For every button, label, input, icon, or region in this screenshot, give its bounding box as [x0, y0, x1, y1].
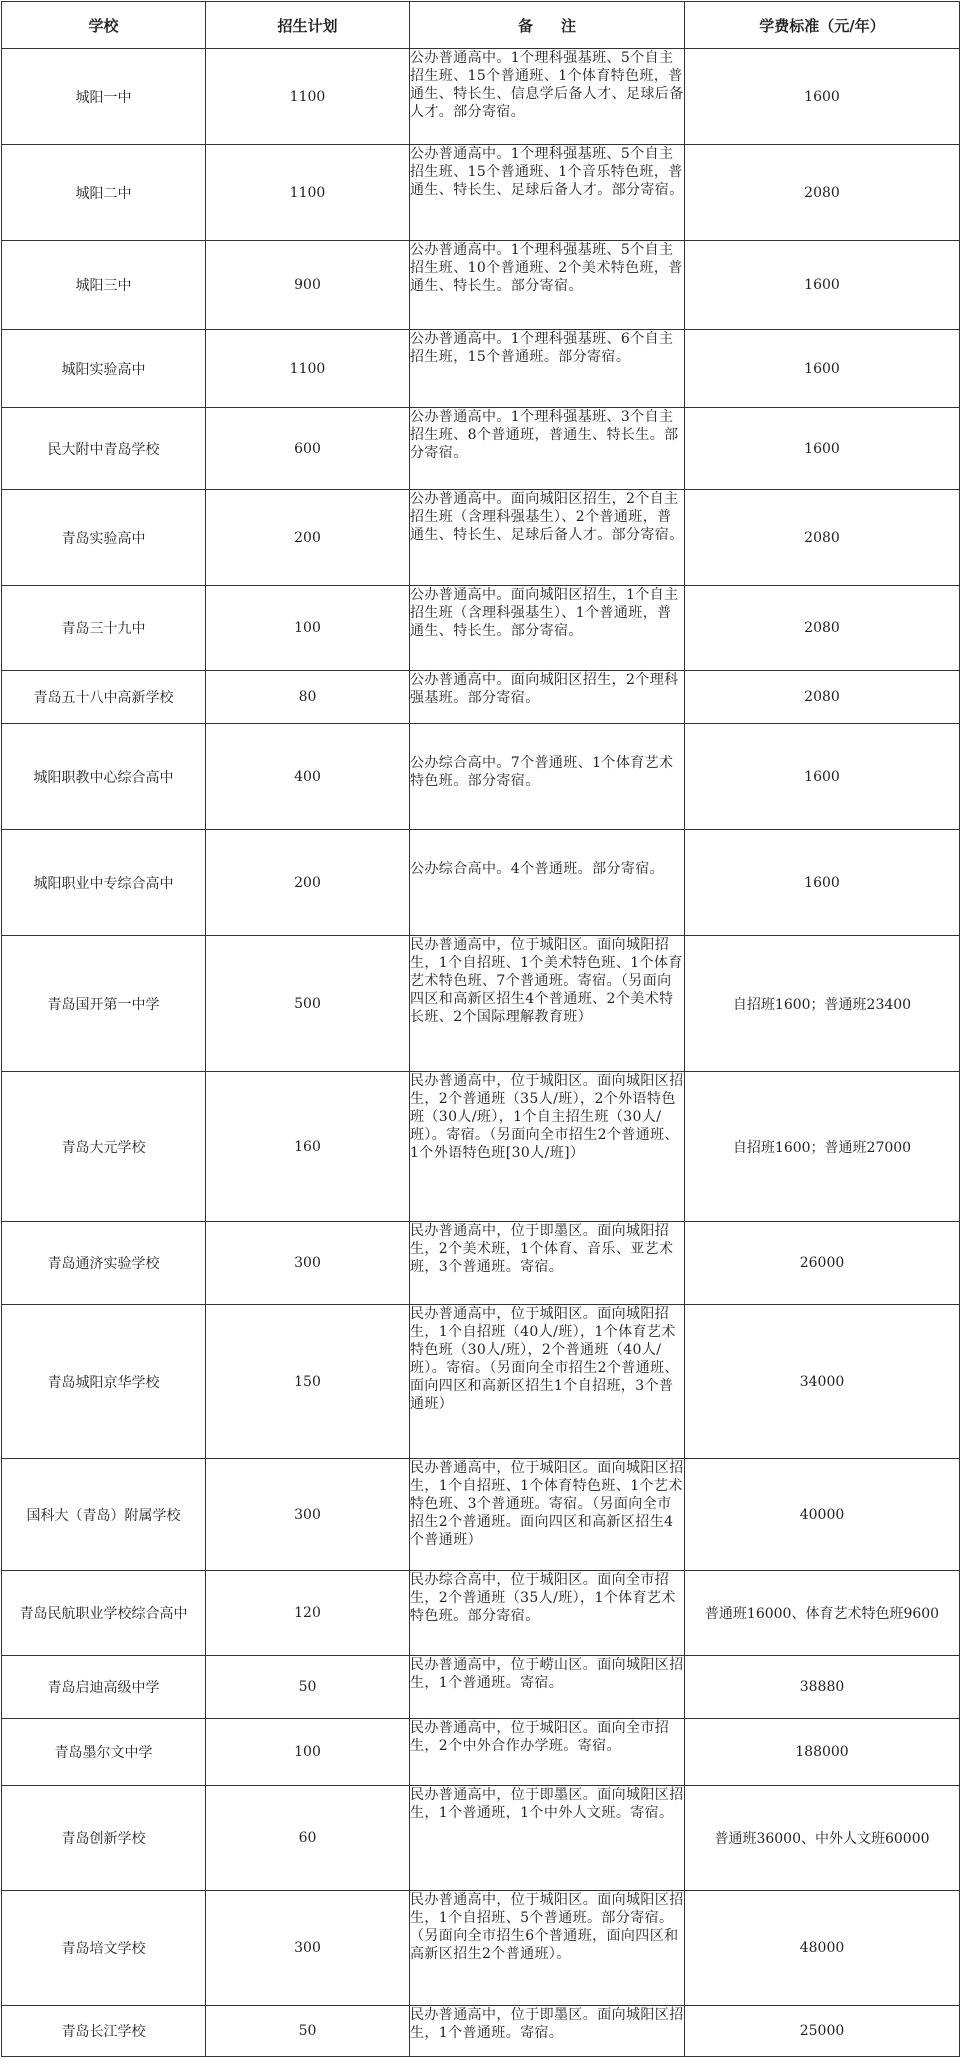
- note-text: 民办普通高中，位于城阳区。面向城阳区招生，1个自招班、1个体育特色班、1个艺术特色班、3个普通班。寄宿。（另面向全市招生2个普通班。面向四区和高新区招生4个普通班）: [410, 1459, 685, 1571]
- note-text: 公办普通高中。面向城阳区招生，1个自主招生班（含理科强基生）、1个普通班，普通生、特长生。部分寄宿。: [410, 586, 685, 671]
- table-row: [2, 671, 960, 724]
- tuition-fee: 自招班1600；普通班23400: [685, 936, 960, 1072]
- tuition-fee: 34000: [685, 1305, 960, 1459]
- note-text: 公办普通高中。1个理科强基班、3个自主招生班、8个普通班，普通生、特长生。部分寄宿。: [410, 408, 685, 490]
- table-row: [2, 1656, 960, 1719]
- table-row: [2, 2006, 960, 2057]
- enrollment-plan: 300: [206, 1222, 410, 1305]
- table-row: [2, 408, 960, 490]
- tuition-fee: 1600: [685, 724, 960, 830]
- enrollment-plan: 200: [206, 490, 410, 586]
- school-name: 青岛城阳京华学校: [2, 1305, 206, 1459]
- school-name: 青岛国开第一中学: [2, 936, 206, 1072]
- header-plan: 招生计划: [206, 2, 410, 49]
- tuition-fee: 26000: [685, 1222, 960, 1305]
- school-name: 国科大（青岛）附属学校: [2, 1459, 206, 1571]
- note-text: 民办普通高中，位于即墨区。面向城阳区招生，1个普通班，1个中外人文班。寄宿。: [410, 1786, 685, 1891]
- school-name: 青岛通济实验学校: [2, 1222, 206, 1305]
- enrollment-plan: 900: [206, 241, 410, 330]
- table-row: [2, 936, 960, 1072]
- enrollment-plan: 1100: [206, 145, 410, 241]
- header-note: 备注: [410, 2, 685, 49]
- note-text: 民办普通高中，位于城阳区。面向全市招生，2个中外合作办学班。寄宿。: [410, 1719, 685, 1786]
- note-text: 民办普通高中，位于即墨区。面向城阳招生，2个美术班，1个体育、音乐、亚艺术班，3个普通班。寄宿。: [410, 1222, 685, 1305]
- table-row: [2, 49, 960, 145]
- enrollment-plan: 300: [206, 1459, 410, 1571]
- tuition-fee: 1600: [685, 330, 960, 408]
- tuition-fee: 1600: [685, 408, 960, 490]
- school-name: 青岛五十八中高新学校: [2, 671, 206, 724]
- note-text: 公办综合高中。7个普通班、1个体育艺术特色班。部分寄宿。: [410, 724, 685, 830]
- table-row: [2, 241, 960, 330]
- table-row: [2, 830, 960, 936]
- school-name: 青岛启迪高级中学: [2, 1656, 206, 1719]
- tuition-fee: 188000: [685, 1719, 960, 1786]
- enrollment-plan: 600: [206, 408, 410, 490]
- note-text: 民办综合高中，位于城阳区。面向全市招生，2个普通班（35人/班），1个体育艺术特色班。部分寄宿。: [410, 1571, 685, 1656]
- note-text: 民办普通高中，位于城阳区。面向城阳招生，1个自招班（40人/班），1个体育艺术特色班（30人/班），2个普通班（40人/班）。寄宿。（另面向全市招生2个普通班、面向四区和高新区招生1个自招班，3个普通班）: [410, 1305, 685, 1459]
- table-row: [2, 1459, 960, 1571]
- table-row: [2, 145, 960, 241]
- note-text: 民办普通高中，位于崂山区。面向城阳区招生，1个普通班。寄宿。: [410, 1656, 685, 1719]
- enrollment-plan: 200: [206, 830, 410, 936]
- enrollment-plan: 300: [206, 1891, 410, 2006]
- table-row: [2, 724, 960, 830]
- note-text: 公办普通高中。1个理科强基班、6个自主招生班，15个普通班。部分寄宿。: [410, 330, 685, 408]
- school-name: 城阳职业中专综合高中: [2, 830, 206, 936]
- school-name: 民大附中青岛学校: [2, 408, 206, 490]
- enrollment-plan: 120: [206, 1571, 410, 1656]
- tuition-fee: 普通班36000、中外人文班60000: [685, 1786, 960, 1891]
- school-name: 城阳职教中心综合高中: [2, 724, 206, 830]
- tuition-fee: 38880: [685, 1656, 960, 1719]
- table-row: [2, 1222, 960, 1305]
- table-header-row: [2, 2, 960, 49]
- school-name: 青岛创新学校: [2, 1786, 206, 1891]
- table-row: [2, 1719, 960, 1786]
- school-name: 青岛三十九中: [2, 586, 206, 671]
- note-text: 公办普通高中。面向城阳区招生，2个理科强基班。部分寄宿。: [410, 671, 685, 724]
- note-text: 民办普通高中，位于即墨区。面向城阳区招生，1个普通班。寄宿。: [410, 2006, 685, 2057]
- school-name: 青岛实验高中: [2, 490, 206, 586]
- tuition-fee: 2080: [685, 490, 960, 586]
- header-fee: 学费标准（元/年）: [685, 2, 960, 49]
- table-row: [2, 1305, 960, 1459]
- table-row: [2, 1786, 960, 1891]
- school-name: 城阳三中: [2, 241, 206, 330]
- table-row: [2, 1072, 960, 1222]
- header-school: 学校: [2, 2, 206, 49]
- school-name: 青岛培文学校: [2, 1891, 206, 2006]
- enrollment-plan: 50: [206, 1656, 410, 1719]
- school-name: 青岛民航职业学校综合高中: [2, 1571, 206, 1656]
- enrollment-plan: 1100: [206, 330, 410, 408]
- enrollment-plan: 150: [206, 1305, 410, 1459]
- enrollment-table: [1, 1, 960, 2057]
- school-name: 青岛大元学校: [2, 1072, 206, 1222]
- table-row: [2, 1891, 960, 2006]
- tuition-fee: 2080: [685, 671, 960, 724]
- note-text: 公办综合高中。4个普通班。部分寄宿。: [410, 830, 685, 936]
- tuition-fee: 1600: [685, 241, 960, 330]
- school-name: 城阳一中: [2, 49, 206, 145]
- tuition-fee: 2080: [685, 145, 960, 241]
- tuition-fee: 2080: [685, 586, 960, 671]
- enrollment-plan: 50: [206, 2006, 410, 2057]
- tuition-fee: 1600: [685, 49, 960, 145]
- note-text: 民办普通高中，位于城阳区。面向城阳区招生，1个自招班、5个普通班。部分寄宿。（另面向全市招生6个普通班，面向四区和高新区招生2个普通班）。: [410, 1891, 685, 2006]
- enrollment-plan: 1100: [206, 49, 410, 145]
- note-text: 民办普通高中，位于城阳区。面向城阳招生，1个自招班、1个美术特色班、1个体育艺术特色班、7个普通班。寄宿。（另面向四区和高新区招生4个普通班、2个美术特长班、2个国际理解教育班）: [410, 936, 685, 1072]
- enrollment-plan: 80: [206, 671, 410, 724]
- tuition-fee: 自招班1600；普通班27000: [685, 1072, 960, 1222]
- tuition-fee: 48000: [685, 1891, 960, 2006]
- enrollment-plan: 160: [206, 1072, 410, 1222]
- enrollment-plan: 500: [206, 936, 410, 1072]
- note-text: 公办普通高中。面向城阳区招生，2个自主招生班（含理科强基生）、2个普通班，普通生、特长生、足球后备人才。部分寄宿。: [410, 490, 685, 586]
- school-name: 青岛墨尔文中学: [2, 1719, 206, 1786]
- note-text: 公办普通高中。1个理科强基班、5个自主招生班、15个普通班、1个体育特色班，普通生、特长生、信息学后备人才、足球后备人才。部分寄宿。: [410, 49, 685, 145]
- table-row: [2, 490, 960, 586]
- school-name: 城阳二中: [2, 145, 206, 241]
- table-row: [2, 330, 960, 408]
- tuition-fee: 40000: [685, 1459, 960, 1571]
- enrollment-plan: 100: [206, 586, 410, 671]
- tuition-fee: 1600: [685, 830, 960, 936]
- tuition-fee: 25000: [685, 2006, 960, 2057]
- enrollment-plan: 400: [206, 724, 410, 830]
- table-row: [2, 586, 960, 671]
- school-name: 城阳实验高中: [2, 330, 206, 408]
- note-text: 民办普通高中，位于城阳区。面向城阳区招生，2个普通班（35人/班），2个外语特色班（30人/班），1个自主招生班（30人/班）。寄宿。（另面向全市招生2个普通班、1个外语特色班[30人/班]）: [410, 1072, 685, 1222]
- enrollment-plan: 100: [206, 1719, 410, 1786]
- school-name: 青岛长江学校: [2, 2006, 206, 2057]
- table-row: [2, 1571, 960, 1656]
- note-text: 公办普通高中。1个理科强基班、5个自主招生班、15个普通班、1个音乐特色班，普通生、特长生、足球后备人才。部分寄宿。: [410, 145, 685, 241]
- note-text: 公办普通高中。1个理科强基班、5个自主招生班、10个普通班、2个美术特色班，普通生、特长生。部分寄宿。: [410, 241, 685, 330]
- tuition-fee: 普通班16000、体育艺术特色班9600: [685, 1571, 960, 1656]
- enrollment-plan: 60: [206, 1786, 410, 1891]
